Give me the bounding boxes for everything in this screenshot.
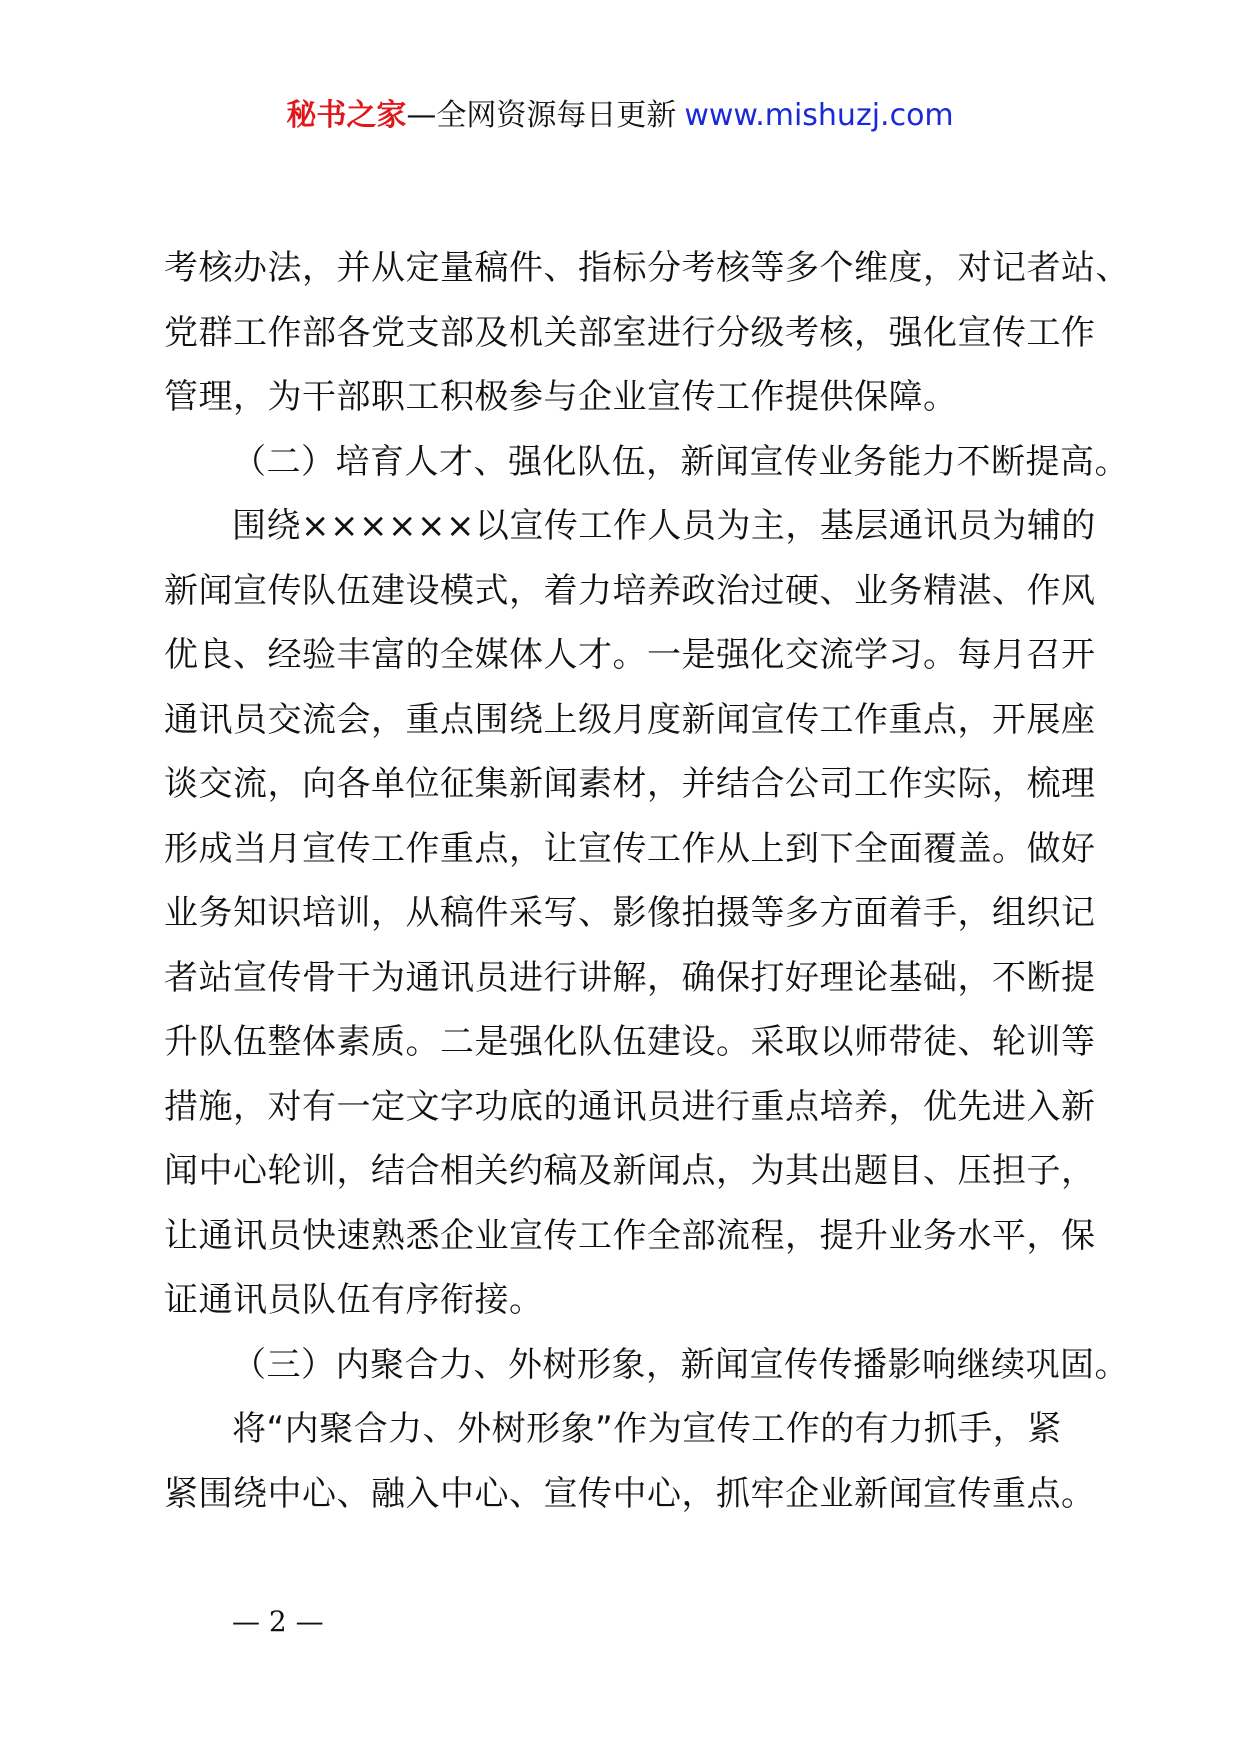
- text-line: 紧围绕中心、融入中心、宣传中心，抓牢企业新闻宣传重点。: [164, 1473, 1096, 1514]
- site-slogan: —全网资源每日更新: [406, 98, 677, 133]
- text-line: 将“内聚合力、外树形象”作为宣传工作的有力抓手，紧: [232, 1409, 1062, 1449]
- text-line: 者站宣传骨干为通讯员进行讲解，确保打好理论基础，不断提: [164, 957, 1096, 998]
- section-heading: （二）培育人才、强化队伍，新闻宣传业务能力不断提高。: [232, 441, 1129, 482]
- text-line: 优良、经验丰富的全媒体人才。一是强化交流学习。每月召开: [164, 635, 1096, 675]
- site-url-link[interactable]: www.mishuzj.com: [684, 98, 954, 133]
- page-number: — 2 —: [232, 1605, 324, 1638]
- text-line: 形成当月宣传工作重点，让宣传工作从上到下全面覆盖。做好: [164, 828, 1096, 869]
- section-heading: （三）内聚合力、外树形象，新闻宣传传播影响继续巩固。: [232, 1344, 1129, 1385]
- text-line: 闻中心轮训，结合相关约稿及新闻点，为其出题目、压担子，: [164, 1151, 1096, 1191]
- text-line: 谈交流，向各单位征集新闻素材，并结合公司工作实际，梳理: [164, 764, 1096, 804]
- text-line: 证通讯员队伍有序衔接。: [164, 1280, 544, 1320]
- document-body: [164, 236, 1130, 1526]
- text-line: 管理，为干部职工积极参与企业宣传工作提供保障。: [164, 377, 958, 417]
- text-line: 让通讯员快速熟悉企业宣传工作全部流程，提升业务水平，保: [164, 1215, 1096, 1256]
- site-header: [0, 96, 1240, 136]
- text-line: 措施，对有一定文字功底的通讯员进行重点培养，优先进入新: [164, 1086, 1096, 1127]
- text-line: 围绕××××××以宣传工作人员为主，基层通讯员为辅的: [232, 506, 1096, 546]
- text-line: 升队伍整体素质。二是强化队伍建设。采取以师带徒、轮训等: [164, 1022, 1096, 1062]
- text-line: 业务知识培训，从稿件采写、影像拍摄等多方面着手，组织记: [164, 893, 1096, 933]
- text-line: 考核办法，并从定量稿件、指标分考核等多个维度，对记者站、: [164, 248, 1130, 288]
- site-brand: 秘书之家: [286, 98, 407, 133]
- text-line: 党群工作部各党支部及机关部室进行分级考核，强化宣传工作: [164, 312, 1096, 353]
- text-line: 新闻宣传队伍建设模式，着力培养政治过硬、业务精湛、作风: [164, 570, 1096, 611]
- text-line: 通讯员交流会，重点围绕上级月度新闻宣传工作重点，开展座: [164, 699, 1096, 740]
